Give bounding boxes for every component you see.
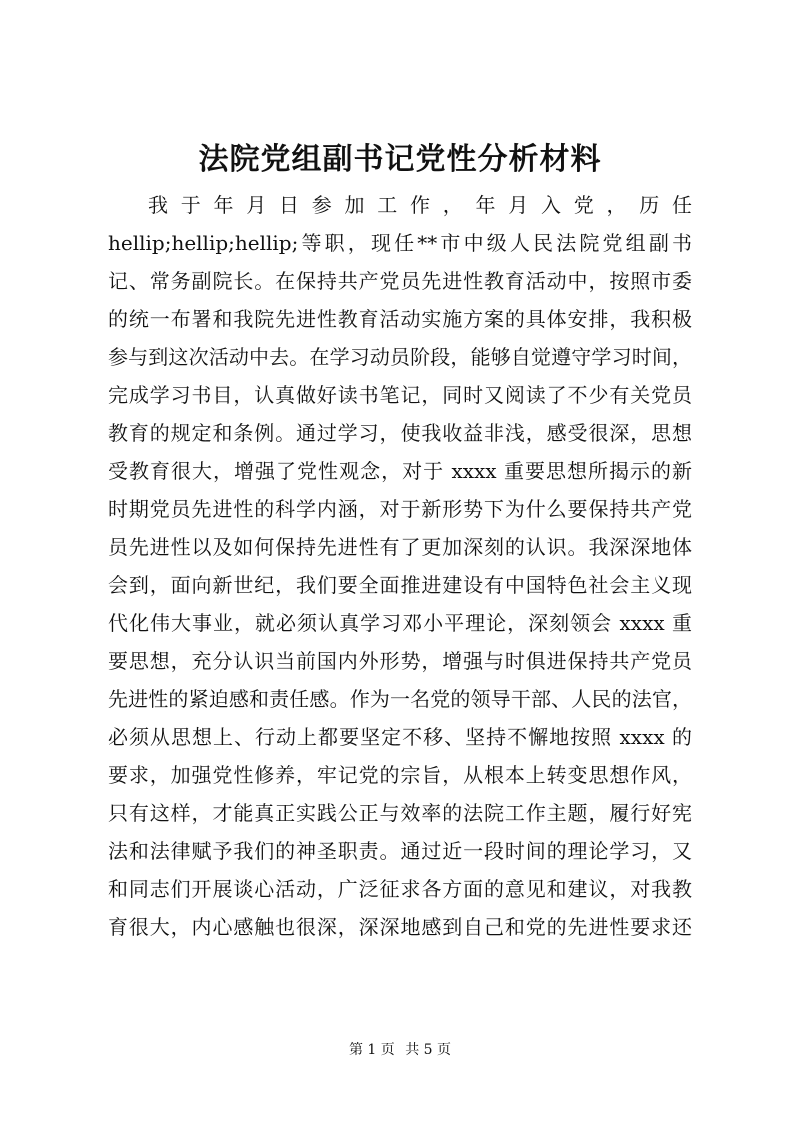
body-line: 时期党员先进性的科学内涵，对于新形势下为什么要保持共产党 <box>108 497 692 521</box>
body-line: 必须从思想上、行动上都要坚定不移、坚持不懈地按照 xxxx 的 <box>108 725 692 749</box>
body-line: 要思想，充分认识当前国内外形势，增强与时俱进保持共产党员 <box>108 649 692 673</box>
body-line: 先进性的紧迫感和责任感。作为一名党的领导干部、人民的法官， <box>108 687 692 711</box>
body-line: 记、常务副院长。在保持共产党员先进性教育活动中，按照市委 <box>108 269 692 293</box>
body-line: 教育的规定和条例。通过学习，使我收益非浅，感受很深，思想 <box>108 421 692 445</box>
body-line: 会到，面向新世纪，我们要全面推进建设有中国特色社会主义现 <box>108 573 692 597</box>
body-line: 只有这样，才能真正实践公正与效率的法院工作主题，履行好宪 <box>108 801 692 825</box>
page-number: 第 1 页 <box>348 1042 395 1058</box>
body-line: 员先进性以及如何保持先进性有了更加深刻的认识。我深深地体 <box>108 535 692 559</box>
body-line: 育很大，内心感触也很深，深深地感到自己和党的先进性要求还 <box>108 915 692 939</box>
body-line: 代化伟大事业，就必须认真学习邓小平理论，深刻领会 xxxx 重 <box>108 611 692 635</box>
body-line: 的统一布署和我院先进性教育活动实施方案的具体安排，我积极 <box>108 307 692 331</box>
document-title: 法院党组副书记党性分析材料 <box>198 142 602 177</box>
document-body <box>108 186 692 946</box>
body-line: 完成学习书目，认真做好读书笔记，同时又阅读了不少有关党员 <box>108 383 692 407</box>
page-total: 共 5 页 <box>405 1042 452 1058</box>
body-line: 受教育很大，增强了党性观念，对于 xxxx 重要思想所揭示的新 <box>108 459 692 483</box>
body-line: 要求，加强党性修养，牢记党的宗旨，从根本上转变思想作风， <box>108 763 692 787</box>
body-line: 参与到这次活动中去。在学习动员阶段，能够自觉遵守学习时间， <box>108 345 692 369</box>
page-footer <box>0 1040 800 1060</box>
body-line: 我于年月日参加工作，年月入党，历任 <box>148 193 692 217</box>
body-line: 和同志们开展谈心活动，广泛征求各方面的意见和建议，对我教 <box>108 877 692 901</box>
body-line: 法和法律赋予我们的神圣职责。通过近一段时间的理论学习，又 <box>108 839 692 863</box>
body-line: hellip;hellip;hellip;等职，现任**市中级人民法院党组副书 <box>108 231 692 255</box>
